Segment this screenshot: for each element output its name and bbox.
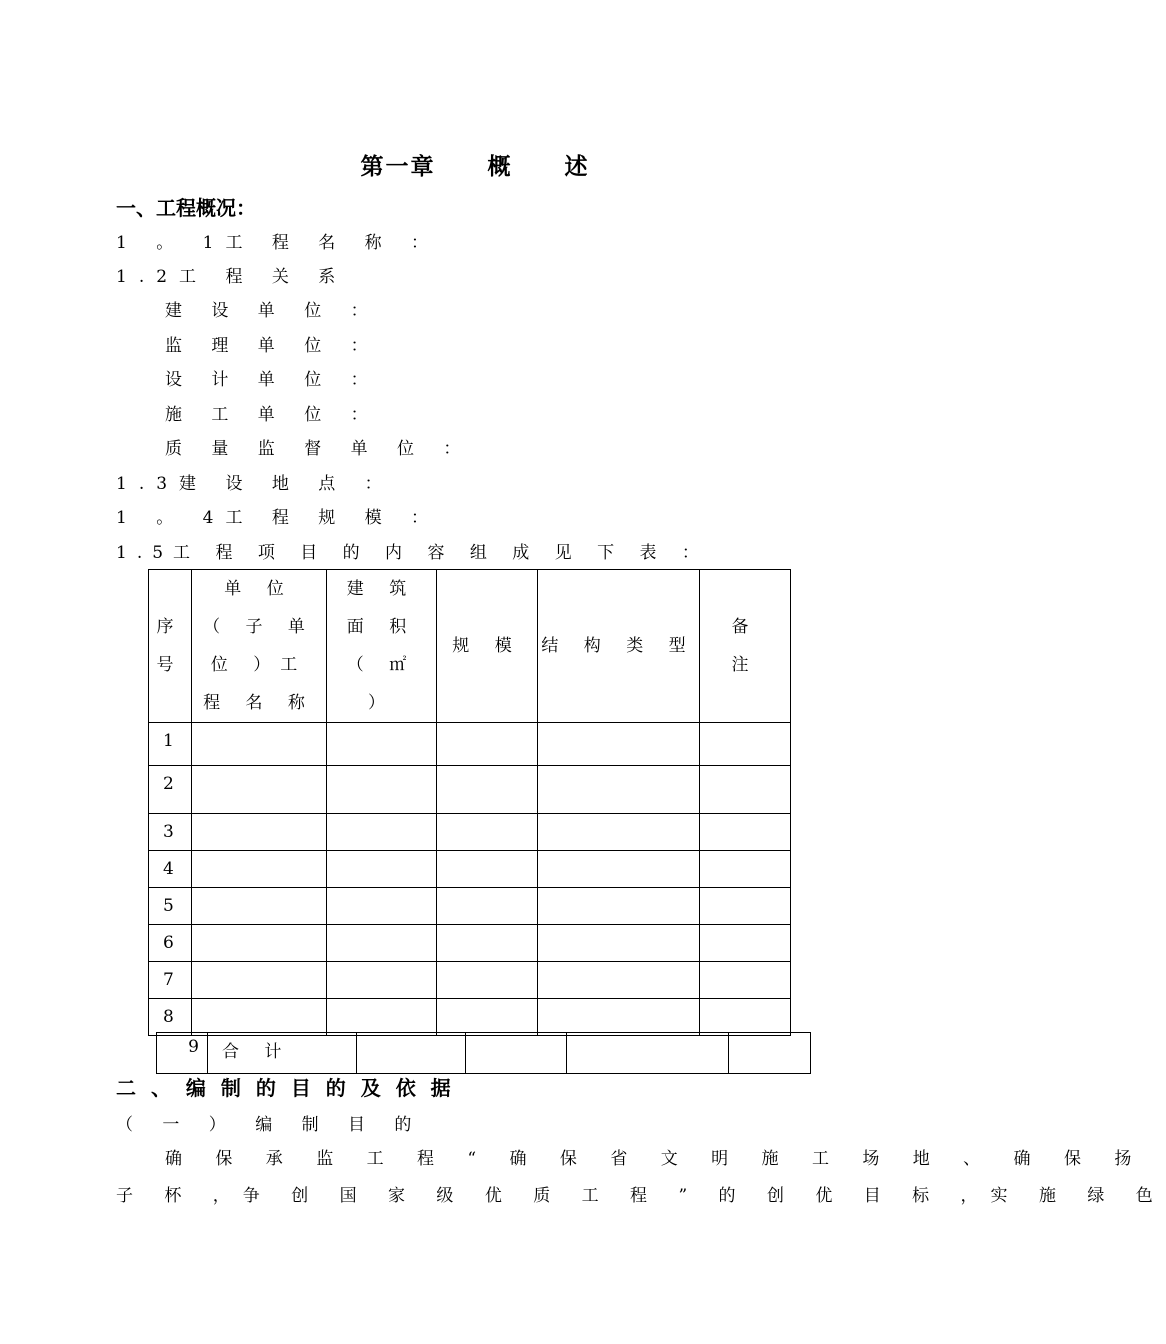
header-scale: 规 模 <box>437 570 538 723</box>
header-note: 备 注 <box>700 570 791 723</box>
table-row <box>149 766 791 814</box>
item-scale: 1 。 4工 程 规 模 ： <box>116 508 441 528</box>
item-project-name: 1 。 1工 程 名 称 ： <box>116 233 441 253</box>
row-number: 5 <box>149 888 192 925</box>
total-row-table <box>156 1032 811 1074</box>
paragraph-line: 子 杯 ，争 创 国 家 级 优 质 工 程 ” 的 创 优 目 标 ，实 施 绿 色 <box>116 1186 1166 1206</box>
row-number: 6 <box>149 925 192 962</box>
row-number: 3 <box>149 814 192 851</box>
table-row <box>149 851 791 888</box>
table-row <box>149 888 791 925</box>
org-design-unit: 设 计 单 位 ： <box>165 370 380 390</box>
total-row <box>157 1033 811 1074</box>
org-builder-unit: 施 工 单 位 ： <box>165 405 380 425</box>
header-area: 建 筑 面 积 （ ㎡ ） <box>327 570 437 723</box>
item-composition: 1.5工 程 项 目 的 内 容 组 成 见 下 表 ： <box>116 543 709 563</box>
total-label: 合 计 <box>208 1033 357 1074</box>
row-number: 1 <box>149 723 192 766</box>
row-number: 4 <box>149 851 192 888</box>
section-heading-purpose: 二 、 编 制 的 目 的 及 依 据 <box>116 1076 455 1100</box>
row-number: 2 <box>149 766 192 814</box>
row-number: 8 <box>149 999 192 1036</box>
org-supervision-unit: 监 理 单 位 ： <box>165 336 380 356</box>
header-seq: 序 号 <box>149 570 192 723</box>
table-row <box>149 723 791 766</box>
total-number: 9 <box>157 1033 208 1074</box>
item-location: 1.3建 设 地 点 ： <box>116 474 394 494</box>
table-row <box>149 999 791 1036</box>
paragraph-line: 确 保 承 监 工 程 “ 确 保 省 文 明 施 工 场 地 、 确 保 扬 <box>165 1149 1146 1169</box>
chapter-title: 第一章 概 述 <box>360 154 590 180</box>
header-structure: 结 构 类 型 <box>538 570 700 723</box>
section-heading-overview: 一、工程概况： <box>116 196 256 220</box>
header-unit-name: 单 位 （ 子 单 位 ）工 程 名 称 <box>192 570 327 723</box>
table-header-row <box>149 570 791 723</box>
item-project-relations: 1.2工 程 关 系 <box>116 267 348 287</box>
table-row <box>149 962 791 999</box>
org-quality-unit: 质 量 监 督 单 位 ： <box>165 439 473 459</box>
subheading-purpose: （ 一 ） 编 制 目 的 <box>116 1115 424 1135</box>
row-number: 7 <box>149 962 192 999</box>
table-row <box>149 814 791 851</box>
project-table <box>148 569 791 1036</box>
org-construction-unit: 建 设 单 位 ： <box>165 301 380 321</box>
table-row <box>149 925 791 962</box>
